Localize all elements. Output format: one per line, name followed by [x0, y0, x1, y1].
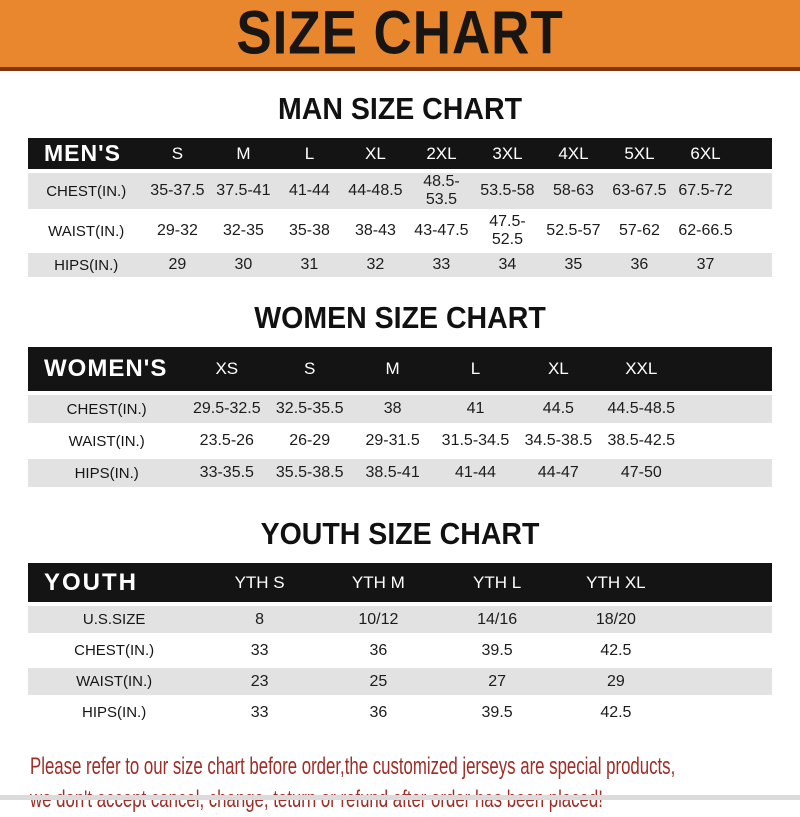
measurement-value: 35-38 — [276, 213, 342, 249]
measurement-value: 35 — [540, 253, 606, 277]
measurement-value: 38.5-42.5 — [600, 427, 683, 455]
measurement-value: 32.5-35.5 — [268, 395, 351, 423]
measurement-value: 44-48.5 — [342, 173, 408, 209]
measurement-label: U.S.SIZE — [28, 606, 200, 633]
table-corner-label: MEN'S — [28, 138, 144, 169]
measurement-label: HIPS(IN.) — [28, 253, 144, 277]
measurement-value: 47.5-52.5 — [474, 213, 540, 249]
table-corner-label: WOMEN'S — [28, 347, 185, 391]
footer-line-1: Please refer to our size chart before order,the customized jerseys are special products, — [30, 753, 676, 781]
row-spacer — [739, 213, 772, 249]
size-column-header: XS — [185, 347, 268, 391]
size-column-header: 3XL — [474, 138, 540, 169]
measurement-value: 25 — [319, 668, 438, 695]
measurement-label: CHEST(IN.) — [28, 173, 144, 209]
measurement-row — [28, 668, 772, 695]
measurement-value: 33-35.5 — [185, 459, 268, 487]
section-men — [0, 92, 800, 281]
measurement-value: 53.5-58 — [474, 173, 540, 209]
size-column-header: L — [434, 347, 517, 391]
row-spacer — [675, 699, 772, 726]
measurement-value: 36 — [606, 253, 672, 277]
measurement-label: HIPS(IN.) — [28, 699, 200, 726]
women-section-heading: WOMEN SIZE CHART — [254, 300, 546, 336]
measurement-value: 34 — [474, 253, 540, 277]
table-header-row — [28, 347, 772, 391]
measurement-value: 42.5 — [556, 699, 675, 726]
measurement-value: 10/12 — [319, 606, 438, 633]
measurement-value: 58-63 — [540, 173, 606, 209]
row-spacer — [675, 637, 772, 664]
measurement-value: 27 — [438, 668, 557, 695]
measurement-value: 38-43 — [342, 213, 408, 249]
size-column-header: S — [144, 138, 210, 169]
measurement-value: 32 — [342, 253, 408, 277]
measurement-row — [28, 173, 772, 209]
bottom-edge-strip — [0, 795, 800, 800]
row-spacer — [739, 253, 772, 277]
measurement-value: 26-29 — [268, 427, 351, 455]
table-corner-label: YOUTH — [28, 563, 200, 602]
measurement-value: 57-62 — [606, 213, 672, 249]
measurement-value: 37.5-41 — [210, 173, 276, 209]
size-column-header: XL — [342, 138, 408, 169]
section-youth — [0, 517, 800, 730]
measurement-value: 29.5-32.5 — [185, 395, 268, 423]
men-section-heading: MAN SIZE CHART — [277, 91, 523, 126]
size-column-header: 5XL — [606, 138, 672, 169]
measurement-value: 39.5 — [438, 637, 557, 664]
header-spacer — [739, 138, 772, 169]
measurement-value: 8 — [200, 606, 319, 633]
measurement-value: 37 — [672, 253, 738, 277]
size-column-header: XXL — [600, 347, 683, 391]
measurement-value: 31 — [276, 253, 342, 277]
size-column-header: XL — [517, 347, 600, 391]
measurement-value: 42.5 — [556, 637, 675, 664]
measurement-value: 29-32 — [144, 213, 210, 249]
measurement-value: 38 — [351, 395, 434, 423]
measurement-value: 35-37.5 — [144, 173, 210, 209]
table-header-row — [28, 138, 772, 169]
size-column-header: YTH L — [438, 563, 557, 602]
measurement-value: 47-50 — [600, 459, 683, 487]
measurement-value: 34.5-38.5 — [517, 427, 600, 455]
measurement-value: 41 — [434, 395, 517, 423]
table-header-row — [28, 563, 772, 602]
measurement-row — [28, 395, 772, 423]
youth-size-table — [28, 559, 772, 730]
measurement-value: 39.5 — [438, 699, 557, 726]
measurement-value: 44.5-48.5 — [600, 395, 683, 423]
measurement-value: 41-44 — [434, 459, 517, 487]
header-spacer — [675, 563, 772, 602]
measurement-row — [28, 637, 772, 664]
measurement-label: CHEST(IN.) — [28, 395, 185, 423]
measurement-value: 29 — [556, 668, 675, 695]
measurement-row — [28, 606, 772, 633]
row-spacer — [675, 606, 772, 633]
row-spacer — [683, 427, 772, 455]
measurement-value: 33 — [200, 637, 319, 664]
size-column-header: 6XL — [672, 138, 738, 169]
measurement-value: 36 — [319, 637, 438, 664]
measurement-value: 29-31.5 — [351, 427, 434, 455]
row-spacer — [683, 459, 772, 487]
footer-disclaimer — [30, 750, 800, 816]
size-column-header: YTH XL — [556, 563, 675, 602]
size-column-header: 4XL — [540, 138, 606, 169]
measurement-label: CHEST(IN.) — [28, 637, 200, 664]
measurement-row — [28, 253, 772, 277]
measurement-value: 23 — [200, 668, 319, 695]
size-column-header: 2XL — [408, 138, 474, 169]
measurement-value: 48.5-53.5 — [408, 173, 474, 209]
measurement-label: WAIST(IN.) — [28, 427, 185, 455]
measurement-value: 52.5-57 — [540, 213, 606, 249]
measurement-value: 18/20 — [556, 606, 675, 633]
size-column-header: S — [268, 347, 351, 391]
measurement-row — [28, 459, 772, 487]
measurement-value: 23.5-26 — [185, 427, 268, 455]
measurement-value: 41-44 — [276, 173, 342, 209]
women-size-table — [28, 343, 772, 491]
measurement-label: HIPS(IN.) — [28, 459, 185, 487]
measurement-value: 33 — [200, 699, 319, 726]
size-column-header: YTH S — [200, 563, 319, 602]
banner-title: SIZE CHART — [236, 0, 564, 68]
measurement-row — [28, 213, 772, 249]
measurement-value: 30 — [210, 253, 276, 277]
row-spacer — [739, 173, 772, 209]
measurement-value: 14/16 — [438, 606, 557, 633]
measurement-value: 29 — [144, 253, 210, 277]
row-spacer — [675, 668, 772, 695]
measurement-label: WAIST(IN.) — [28, 668, 200, 695]
size-column-header: M — [210, 138, 276, 169]
measurement-value: 32-35 — [210, 213, 276, 249]
measurement-row — [28, 427, 772, 455]
size-chart-banner — [0, 0, 800, 71]
header-spacer — [683, 347, 772, 391]
measurement-label: WAIST(IN.) — [28, 213, 144, 249]
measurement-row — [28, 699, 772, 726]
measurement-value: 67.5-72 — [672, 173, 738, 209]
measurement-value: 43-47.5 — [408, 213, 474, 249]
measurement-value: 31.5-34.5 — [434, 427, 517, 455]
measurement-value: 36 — [319, 699, 438, 726]
men-size-table — [28, 134, 772, 281]
size-column-header: L — [276, 138, 342, 169]
row-spacer — [683, 395, 772, 423]
measurement-value: 63-67.5 — [606, 173, 672, 209]
measurement-value: 44.5 — [517, 395, 600, 423]
size-column-header: M — [351, 347, 434, 391]
measurement-value: 33 — [408, 253, 474, 277]
section-women — [0, 301, 800, 491]
size-column-header: YTH M — [319, 563, 438, 602]
measurement-value: 62-66.5 — [672, 213, 738, 249]
youth-section-heading: YOUTH SIZE CHART — [260, 516, 540, 552]
measurement-value: 44-47 — [517, 459, 600, 487]
measurement-value: 35.5-38.5 — [268, 459, 351, 487]
measurement-value: 38.5-41 — [351, 459, 434, 487]
